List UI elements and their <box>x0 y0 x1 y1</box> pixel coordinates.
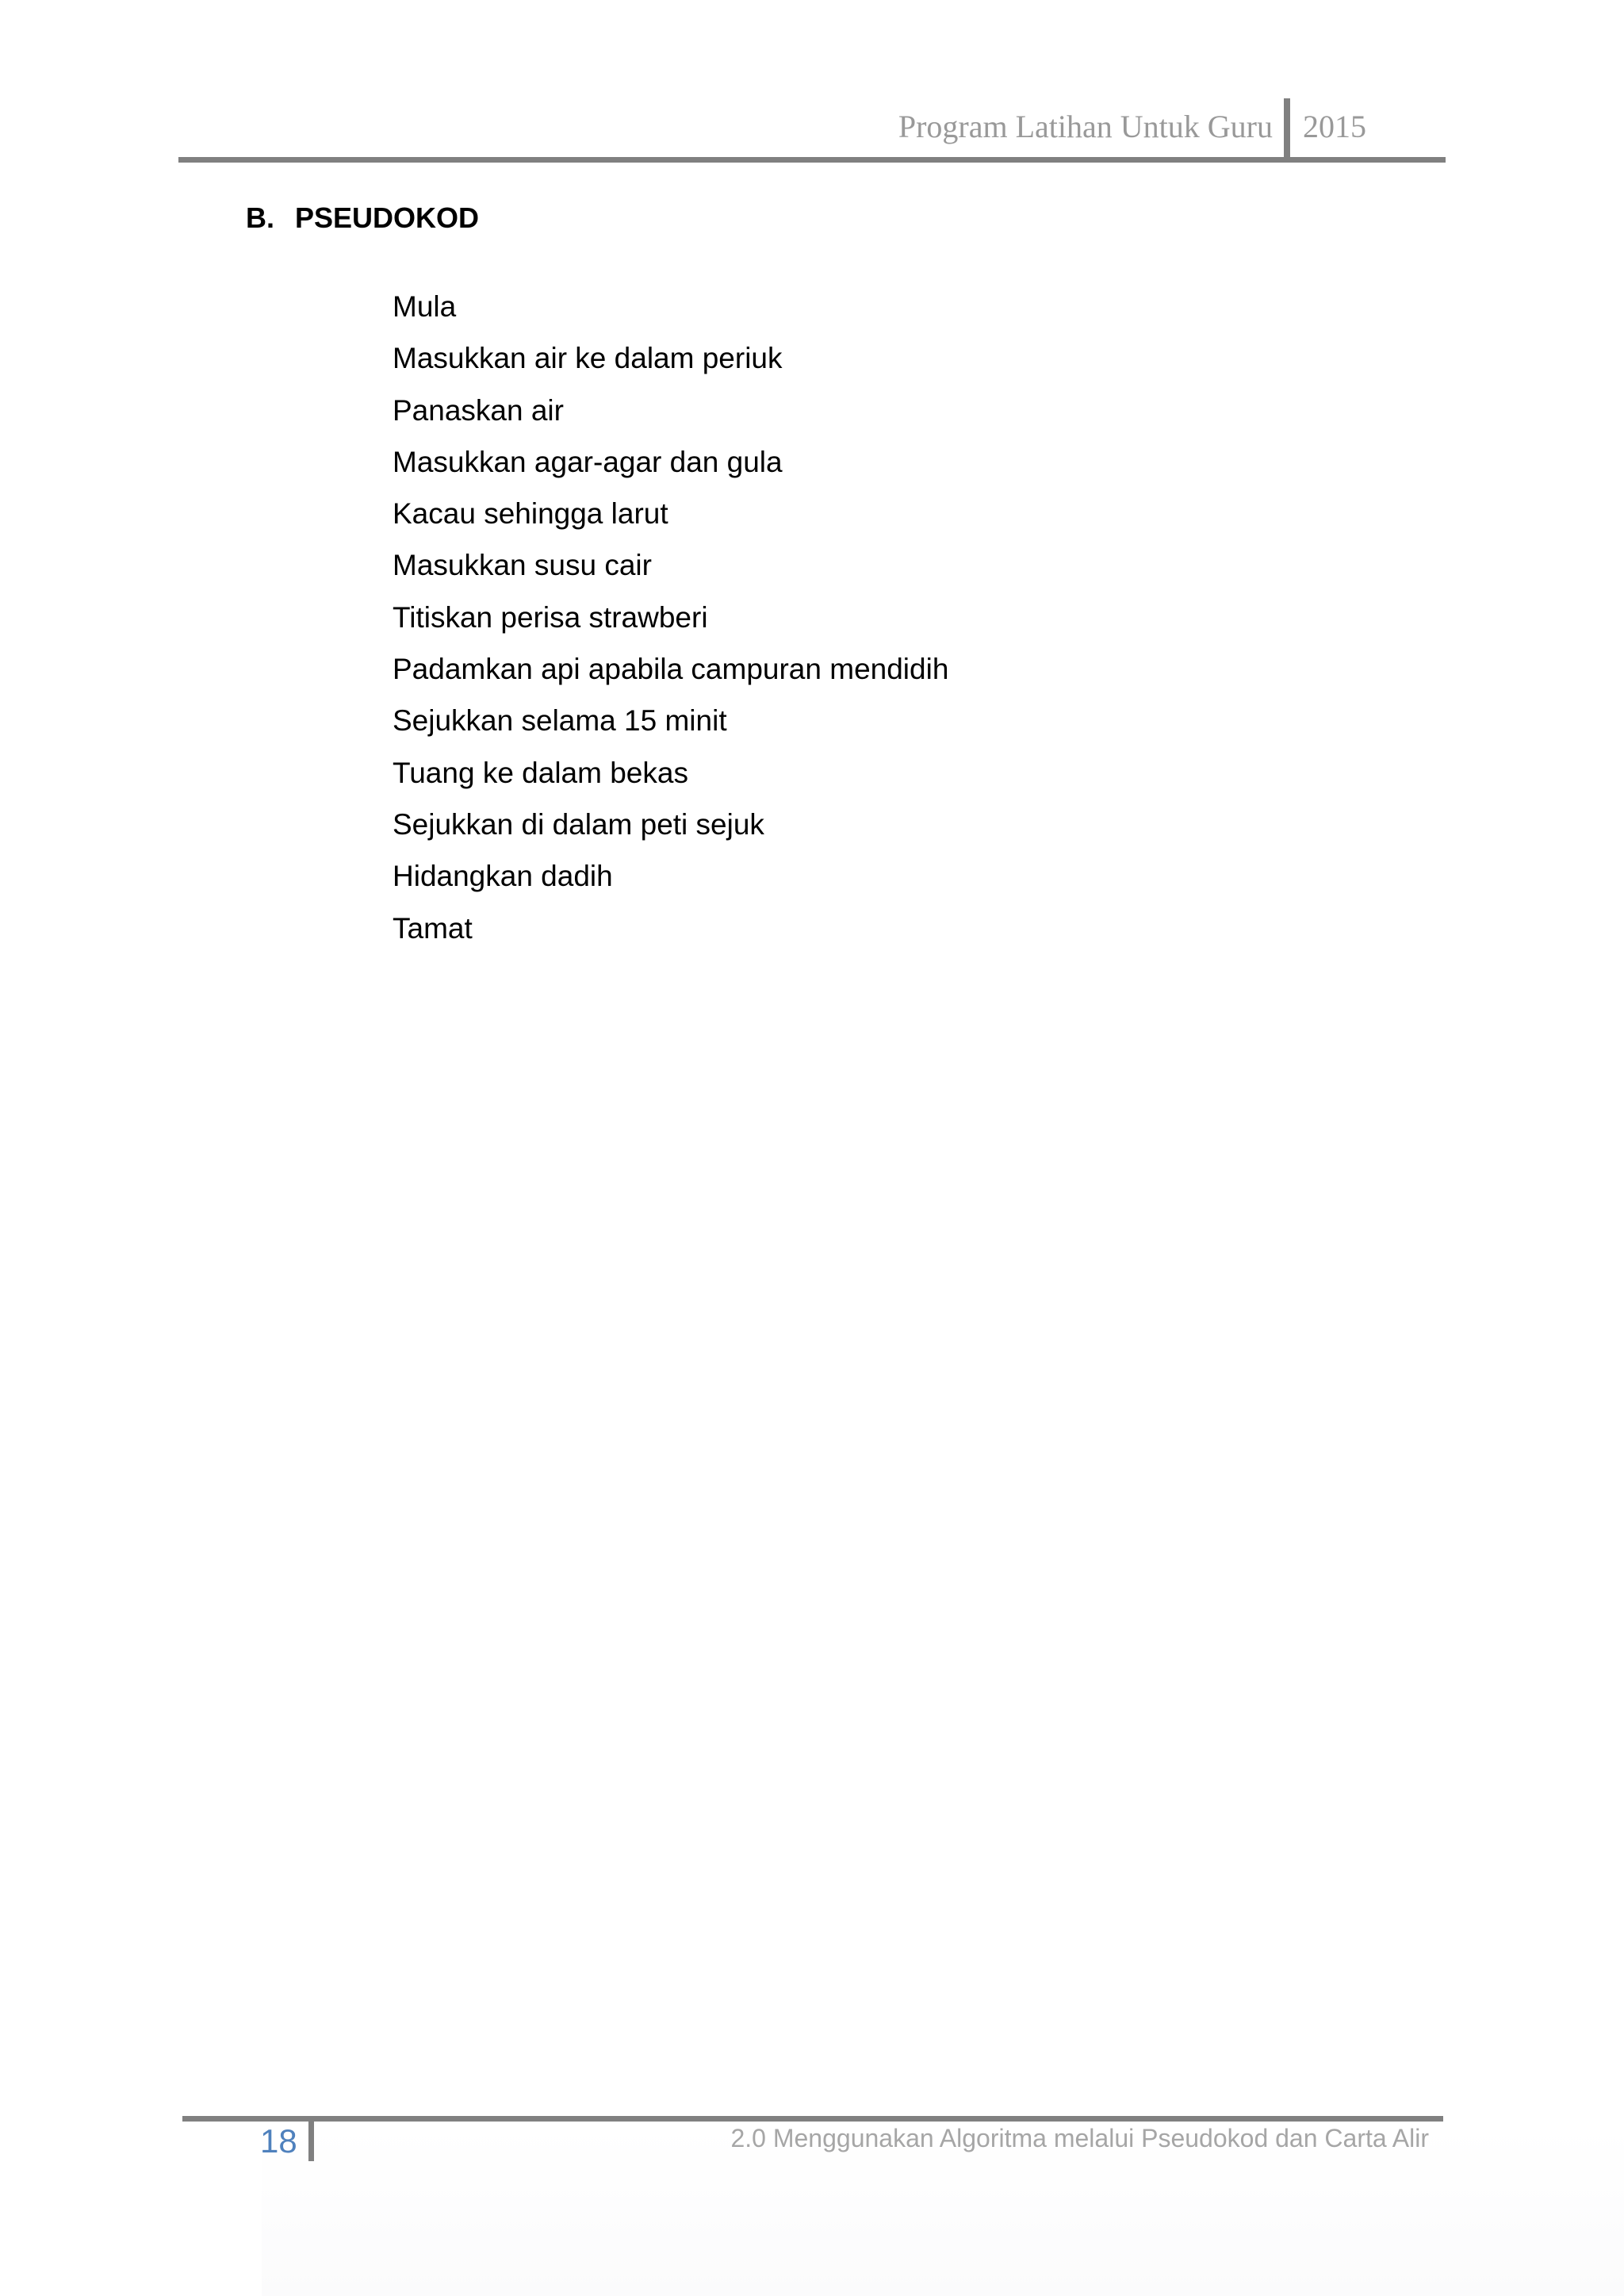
pseudocode-list <box>393 281 948 954</box>
pseudocode-step: Masukkan susu cair <box>393 549 652 582</box>
footer-rule <box>182 2116 1443 2122</box>
header-year: 2015 <box>1303 109 1366 144</box>
footer-chapter-title: 2.0 Menggunakan Algoritma melalui Pseudokod dan Carta Alir <box>730 2124 1429 2152</box>
pseudocode-step: Padamkan api apabila campuran mendidih <box>393 653 949 686</box>
pseudocode-step: Masukkan air ke dalam periuk <box>393 342 783 375</box>
pseudocode-step: Hidangkan dadih <box>393 860 613 893</box>
pseudocode-step: Sejukkan di dalam peti sejuk <box>393 807 764 841</box>
section-number: B. <box>246 201 274 234</box>
pseudocode-step: Masukkan agar-agar dan gula <box>393 445 783 478</box>
header-rule <box>178 157 1446 163</box>
page-header <box>178 95 1446 163</box>
pseudocode-step: Tuang ke dalam bekas <box>393 756 688 789</box>
pseudocode-step: Mula <box>393 290 457 323</box>
section-title: PSEUDOKOD <box>295 201 480 234</box>
pseudocode-step: Tamat <box>393 911 473 945</box>
pseudocode-step: Kacau sehingga larut <box>393 497 668 531</box>
pseudocode-step: Titiskan perisa strawberi <box>393 600 708 634</box>
footer-divider <box>308 2122 314 2161</box>
header-divider <box>1284 98 1290 159</box>
pseudocode-step: Sejukkan selama 15 minit <box>393 704 727 738</box>
pseudocode-step: Panaskan air <box>393 393 564 427</box>
header-title: Program Latihan Untuk Guru <box>898 109 1273 144</box>
page-number: 18 <box>260 2122 297 2160</box>
section-heading <box>246 201 479 235</box>
